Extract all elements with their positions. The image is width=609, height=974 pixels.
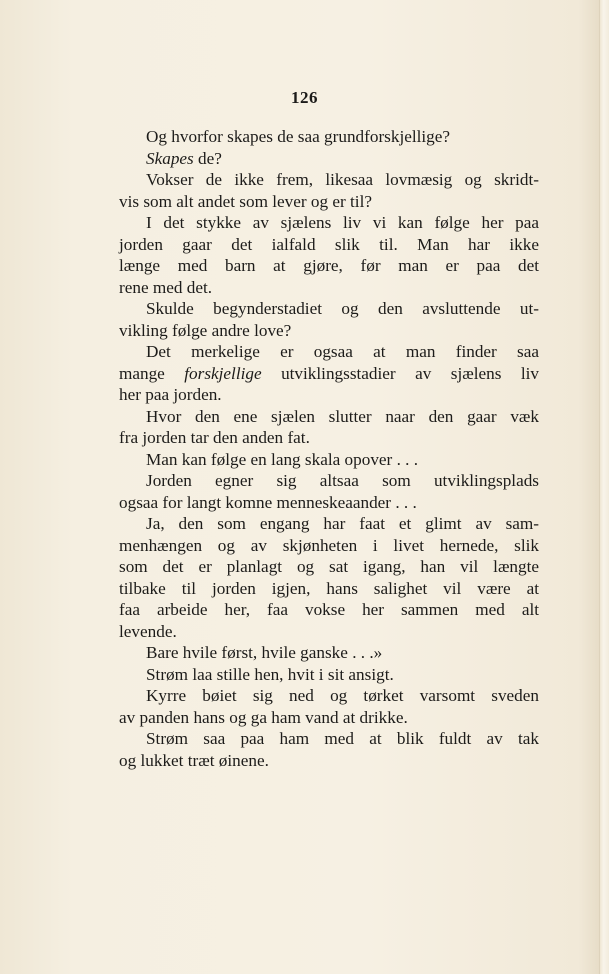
text-line: Skulde begynderstadiet og den avsluttende ut- (146, 299, 539, 318)
page-number: 126 (291, 88, 318, 107)
italic-word: Skapes (146, 148, 194, 168)
text-line: Det merkelige er ogsaa at man finder saa (146, 342, 539, 361)
text-line: Bare hvile først, hvile ganske . . .» (146, 643, 383, 662)
page-edge (599, 0, 609, 974)
text-line: Vokser de ikke frem, likesaa lovmæsig og skridt- (146, 170, 539, 189)
text-line: Kyrre bøiet sig ned og tørket varsomt sveden (146, 686, 539, 705)
text-line: og lukket træt øinene. (119, 750, 269, 770)
text-line (119, 148, 539, 170)
text-line: levende. (119, 621, 177, 641)
text-line: Ja, den som engang har faat et glimt av sam- (146, 514, 539, 533)
line-text: mange (119, 363, 185, 383)
line-text: utviklingsstadier av sjælens liv (261, 363, 539, 383)
text-line: Jorden egner sig altsaa som utviklingsplads (146, 471, 539, 490)
text-line: Strøm laa stille hen, hvit i sit ansigt. (146, 664, 394, 684)
text-line: vis som alt andet som lever og er til? (119, 191, 372, 211)
text-line: fra jorden tar den anden fat. (119, 428, 310, 447)
text-line: av panden hans og ga ham vand at drikke. (119, 707, 408, 727)
text-line: menhængen og av skjønheten i livet hernede, slik (119, 535, 539, 555)
text-line (119, 363, 539, 385)
line-text: de? (193, 148, 222, 168)
text-line: rene med det. (119, 277, 213, 297)
text-line: Man kan følge en lang skala opover . . . (146, 449, 419, 469)
text-line: Og hvorfor skapes de saa grundforskjellige? (146, 127, 451, 146)
text-line: som det er planlagt og sat igang, han vil længte (119, 557, 539, 576)
text-line: ogsaa for langt komne menneskeaander . . . (119, 492, 417, 512)
text-line: tilbake til jorden igjen, hans salighet vil være at (119, 578, 539, 598)
italic-word: forskjellige (184, 363, 262, 383)
text-line: jorden gaar det ialfald slik til. Man har ikke (119, 234, 539, 254)
text-line: I det stykke av sjælens liv vi kan følge her paa (146, 213, 539, 232)
text-line: vikling følge andre love? (119, 320, 292, 340)
text-line: faa arbeide her, faa vokse her sammen med alt (119, 600, 539, 619)
text-line: Strøm saa paa ham med at blik fuldt av tak (146, 729, 539, 748)
text-line: her paa jorden. (119, 385, 222, 404)
text-line: Hvor den ene sjælen slutter naar den gaar væk (146, 406, 539, 426)
text-line: længe med barn at gjøre, før man er paa det (119, 256, 539, 275)
body-text (119, 126, 539, 771)
